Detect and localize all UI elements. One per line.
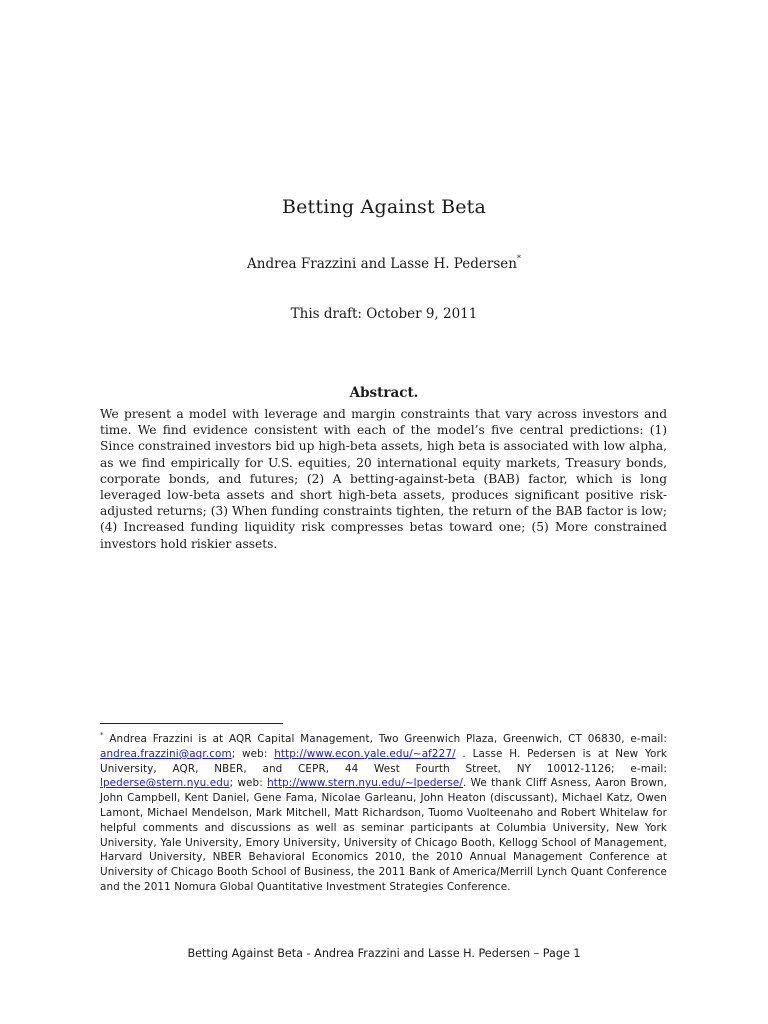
web-link-pedersen[interactable]: http://www.stern.nyu.edu/~lpederse/ [267, 777, 463, 790]
paper-authors [0, 254, 768, 272]
footnote [100, 728, 667, 895]
footnote-mark: * [100, 731, 104, 739]
footnote-divider [100, 723, 283, 724]
web-link-frazzini[interactable]: http://www.econ.yale.edu/~af227/ [274, 747, 456, 760]
footnote-text-1: Andrea Frazzini is at AQR Capital Management, Two Greenwich Plaza, Greenwich, CT 06830, e-mail: [103, 733, 667, 745]
footnote-text-2: ; web: [231, 747, 275, 760]
abstract-heading: Abstract. [349, 385, 419, 401]
footnote-text-3: . Lasse H. Pedersen is at New York University, AQR, NBER, and CEPR, 44 West Fourth Street, NY 10012-1126; e-mail: [100, 747, 668, 775]
email-link-frazzini[interactable]: andrea.frazzini@aqr.com [100, 747, 232, 760]
footnote-text-5: . We thank Cliff Asness, Aaron Brown, John Campbell, Kent Daniel, Gene Fama, Nicolae Garleanu, John Heaton (discussant), Michael Katz, Owen Lamont, Michael Mendelson, Mark Mitchell, Matt Richardson, Tuomo Vuolteenaho and Robert Whitelaw for helpful comments and discussions as well as seminar participants at Columbia University, New York University, Yale University, Emory University, University of Chicago Booth, Kellogg School of Management, Harvard University, NBER Behavioral Economics 2010, the 2010 Annual Management Conference at University of Chicago Booth School of Business, the 2011 Bank of America/Merrill Lynch Quant Conference and the 2011 Nomura Global Quantitative Investment Strategies Conference. [100, 777, 668, 893]
email-link-pedersen[interactable]: lpederse@stern.nyu.edu [100, 777, 230, 790]
footnote-text-4: ; web: [229, 777, 268, 790]
draft-date: This draft: October 9, 2011 [290, 306, 478, 322]
page-footer: Betting Against Beta - Andrea Frazzini and Lasse H. Pedersen – Page 1 [187, 947, 581, 960]
author-names: Andrea Frazzini and Lasse H. Pedersen [247, 256, 517, 272]
paper-title: Betting Against Beta [281, 196, 487, 218]
abstract-body: We present a model with leverage and margin constraints that vary across investors and time. We find evidence consistent with each of the model’s five central predictions: (1) Since constrained investors bid up high-beta assets, high beta is associated with low alpha, as we find empirically for U.S. equities, 20 international equity markets, Treasury bonds, corporate bonds, and futures; (2) A betting-against-beta (BAB) factor, which is long leveraged low-beta assets and short high-beta assets, produces significant positive risk-adjusted returns; (3) When funding constraints tighten, the return of the BAB factor is low; (4) Increased funding liquidity risk compresses betas toward one; (5) More constrained investors hold riskier assets. [100, 407, 667, 551]
author-footnote-mark: * [516, 254, 521, 263]
